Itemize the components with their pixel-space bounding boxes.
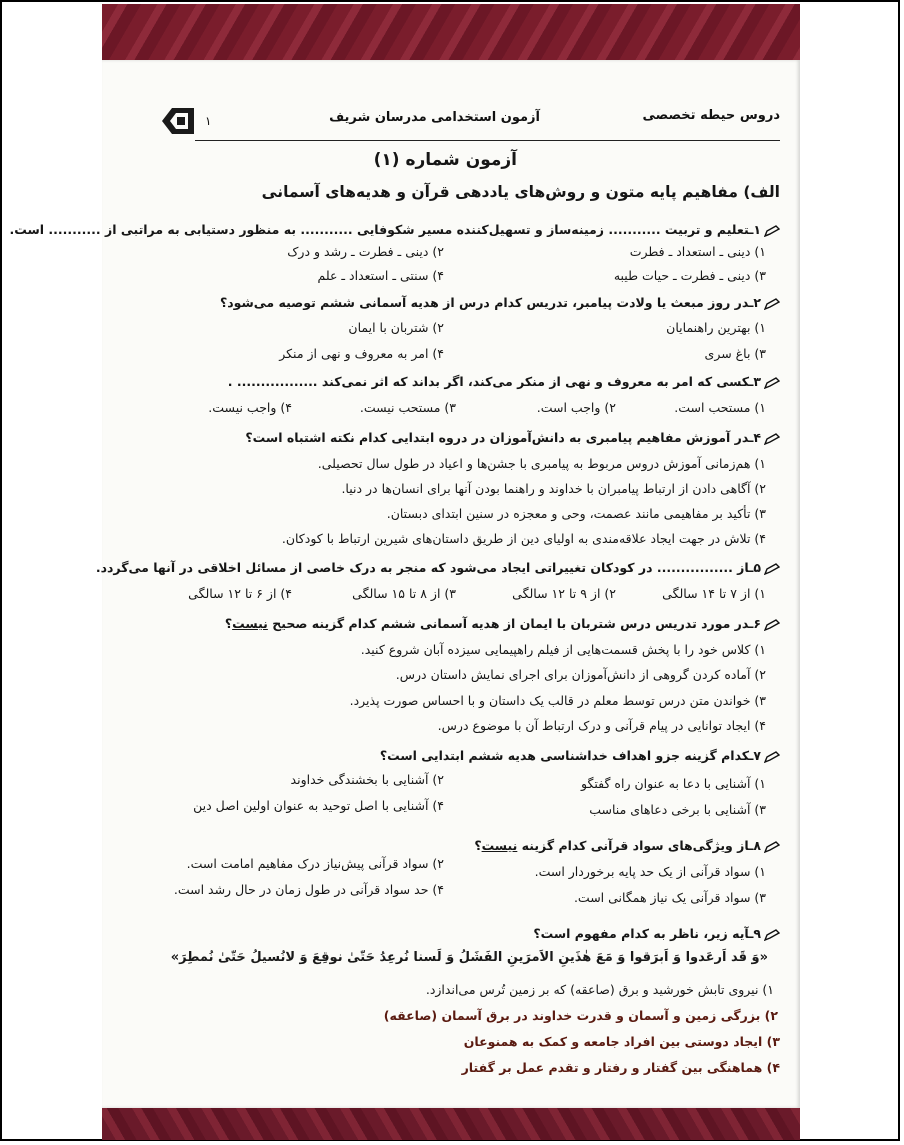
question-1: ۱ـتعلیم و تربیت ........... زمینه‌ساز و تسهیل‌کننده مسیر شکوفایی ........... به منظور دستیابی به مراتبی از ........... است. [10, 222, 781, 237]
q9-option-2: ۲) بزرگی زمین و آسمان و قدرت خداوند در برق آسمان (صاعقه) [383, 1008, 778, 1023]
q4-option-2: ۲) آگاهی دادن از ارتباط پیامبران با خداوند و راهنما بودن آنها برای انسان‌ها در دنیا. [341, 481, 766, 496]
q2-option-1: ۱) بهترین راهنمایان [666, 320, 766, 335]
page-header [160, 104, 780, 144]
q2-option-3: ۳) باغ سری [704, 346, 766, 361]
pencil-icon [764, 433, 780, 445]
q5-option-4: ۴) از ۶ تا ۱۲ سالگی [188, 586, 292, 601]
q1-option-3: ۳) دینی ـ فطرت ـ حیات طیبه [613, 268, 766, 283]
pencil-icon [764, 298, 780, 310]
q9-verse: «وَ قَد اَرعَدوا وَ اَبرَقوا وَ مَعَ هٰذَینِ الاَمرَینِ الفَشَلُ وَ لَسنا نُرعِدُ حَتّیٰ نوقِعَ وَ لانُسیلُ حَتّیٰ نُمطِرَ» [170, 950, 768, 965]
q8-option-4: ۴) حد سواد قرآنی در طول زمان در حال رشد است. [173, 882, 444, 897]
exam-name: آزمون استخدامی مدرسان شریف [329, 110, 540, 125]
section-heading: الف) مفاهیم پایه متون و روش‌های یاددهی قرآن و هدیه‌های آسمانی [261, 183, 780, 201]
question-8: ۸ـاز ویژگی‌های سواد قرآنی کدام گزینه نیست؟ [474, 838, 780, 853]
pencil-icon [764, 619, 780, 631]
q1-option-2: ۲) دینی ـ فطرت ـ رشد و درک [287, 244, 444, 259]
q4-option-3: ۳) تأکید بر مفاهیمی مانند عصمت، وحی و معجزه در سنین ابتدای دبستان. [386, 506, 766, 521]
q6-option-1: ۱) کلاس خود را با پخش قسمت‌هایی از فیلم راهپیمایی سیزده آبان شروع کنید. [360, 642, 766, 657]
q5-option-1: ۱) از ۷ تا ۱۴ سالگی [662, 586, 766, 601]
pencil-icon [764, 377, 780, 389]
q6-option-3: ۳) خواندن متن درس توسط معلم در قالب یک داستان و با احساس صورت پذیرد. [349, 693, 766, 708]
page-number: ۱ [205, 114, 212, 128]
q9-option-3: ۳) ایجاد دوستی بین افراد جامعه و کمک به همنوعان [463, 1034, 780, 1049]
q3-option-1: ۱) مستحب است. [674, 400, 766, 415]
pencil-icon [764, 929, 780, 941]
q1-option-1: ۱) دینی ـ استعداد ـ فطرت [629, 244, 766, 259]
question-2: ۲ـدر روز مبعث یا ولادت پیامبر، تدریس کدام درس از هدیه آسمانی ششم توصیه می‌شود؟ [220, 295, 780, 310]
question-4: ۴ـدر آموزش مفاهیم پیامبری به دانش‌آموزان در دروه ابتدایی کدام نکته اشتباه است؟ [245, 430, 780, 445]
q3-option-3: ۳) مستحب نیست. [359, 400, 456, 415]
q4-option-1: ۱) هم‌زمانی آموزش دروس مربوط به پیامبری با جشن‌ها و اعیاد در طول سال تحصیلی. [317, 456, 766, 471]
q3-option-2: ۲) واجب است. [536, 400, 616, 415]
pencil-icon [764, 225, 780, 237]
q7-option-2: ۲) آشنایی با بخشندگی خداوند [290, 772, 444, 787]
question-6: ۶ـدر مورد تدریس درس شتربان با ایمان از هدیه آسمانی ششم کدام گزینه صحیح نیست؟ [225, 616, 780, 631]
pencil-icon [764, 841, 780, 853]
q8-option-2: ۲) سواد قرآنی پیش‌نیاز درک مفاهیم امامت است. [186, 856, 444, 871]
question-3: ۳ـکسی که امر به معروف و نهی از منکر می‌کند، اگر بداند که اثر نمی‌کند ................. . [228, 374, 780, 389]
q6-option-2: ۲) آماده کردن گروهی از دانش‌آموزان برای اجرای نمایش داستان درس. [395, 667, 766, 682]
question-5: ۵ـاز ................ در کودکان تغییراتی ایجاد می‌شود که منجر به درک خاصی از مسائل اخلاقی در آنها می‌گردد. [96, 560, 780, 575]
q2-option-2: ۲) شتربان با ایمان [348, 320, 444, 335]
q8-option-1: ۱) سواد قرآنی از یک حد پایه برخوردار است. [534, 864, 766, 879]
q6-option-4: ۴) ایجاد توانایی در پیام قرآنی و درک ارتباط آن با موضوع درس. [437, 718, 766, 733]
pencil-icon [764, 751, 780, 763]
q9-option-1: ۱) نیروی تابش خورشید و برق (صاعقه) که بر زمین تُرس می‌اندازد. [425, 982, 774, 997]
q9-option-4: ۴) هماهنگی بین گفتار و رفتار و تقدم عمل بر گفتار [461, 1060, 780, 1075]
q1-option-4: ۴) سنتی ـ استعداد ـ علم [317, 268, 444, 283]
page-title: آزمون شماره (۱) [373, 150, 517, 170]
q8-option-3: ۳) سواد قرآنی یک نیاز همگانی است. [573, 890, 766, 905]
q5-option-3: ۳) از ۸ تا ۱۵ سالگی [352, 586, 456, 601]
field-title: دروس حیطه تخصصی [642, 108, 780, 123]
q5-option-2: ۲) از ۹ تا ۱۲ سالگی [512, 586, 616, 601]
header-divider [195, 140, 780, 141]
q7-option-1: ۱) آشنایی با دعا به عنوان راه گفتگو [581, 776, 766, 791]
sharif-logo-icon [160, 106, 196, 136]
question-9: ۹ـآیه زیر، ناظر به کدام مفهوم است؟ [533, 926, 780, 941]
q7-option-3: ۳) آشنایی با برخی دعاهای مناسب [589, 802, 766, 817]
pencil-icon [764, 563, 780, 575]
q3-option-4: ۴) واجب نیست. [208, 400, 292, 415]
question-7: ۷ـکدام گزینه جزو اهداف خداشناسی هدیه ششم ابتدایی است؟ [380, 748, 780, 763]
q2-option-4: ۴) امر به معروف و نهی از منکر [279, 346, 444, 361]
q4-option-4: ۴) تلاش در جهت ایجاد علاقه‌مندی به اولیای دین از طریق داستان‌های شیرین ارتباط با کودکان. [281, 531, 766, 546]
q7-option-4: ۴) آشنایی با اصل توحید به عنوان اولین اصل دین [193, 798, 444, 813]
